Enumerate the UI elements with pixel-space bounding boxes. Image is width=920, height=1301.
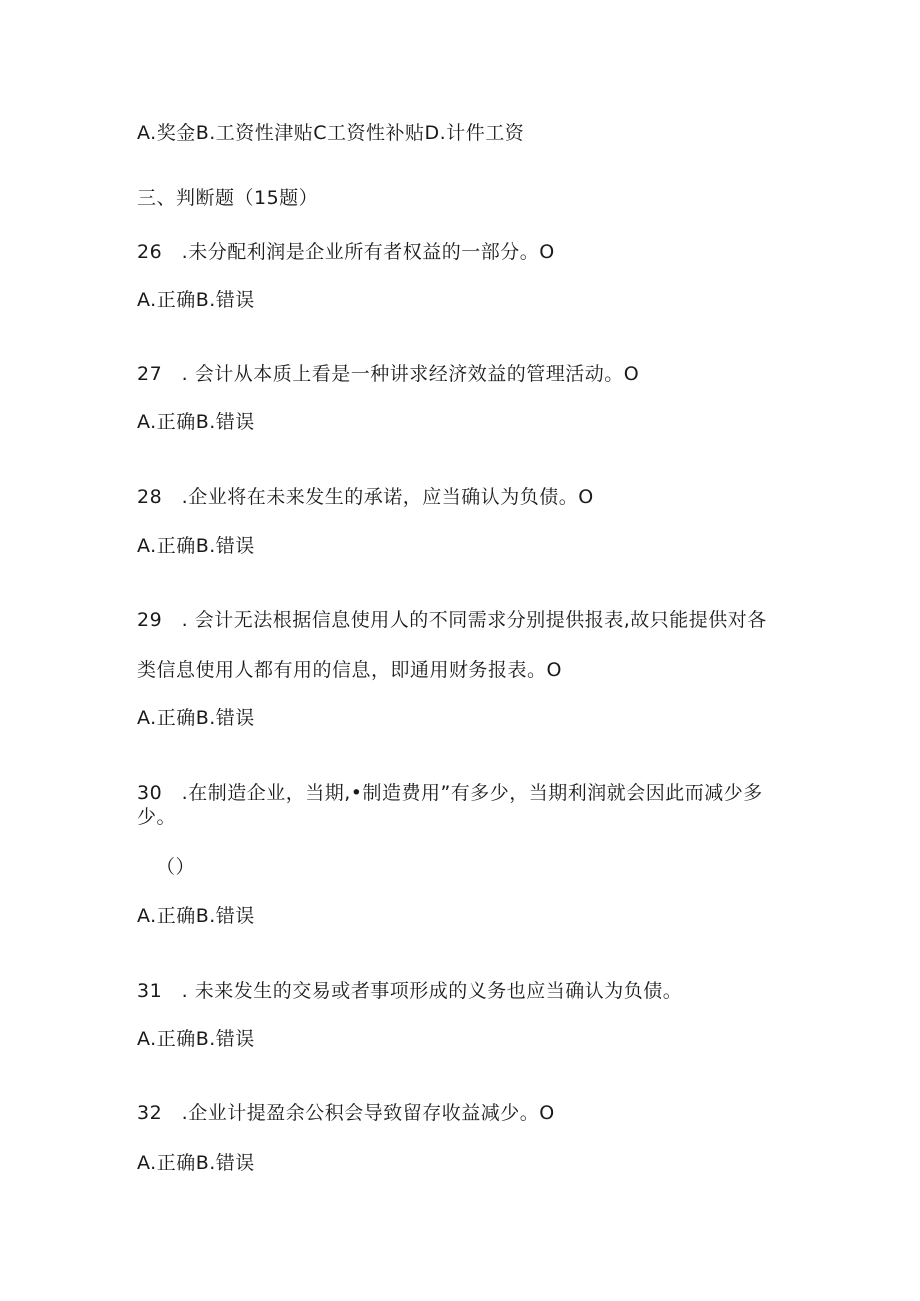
question-26: 26 .未分配利润是企业所有者权益的一部分。O [137,241,555,263]
question-29-line2: 类信息使用人都有用的信息，即通用财务报表。O [137,659,562,681]
q28-options: A.正确B.错误 [137,535,255,557]
q27-options: A.正确B.错误 [137,411,255,433]
q29-options: A.正确B.错误 [137,707,255,729]
q32-options: A.正确B.错误 [137,1152,255,1174]
q25-options: A.奖金B.工资性津贴C工资性补贴D.计件工资 [137,122,525,144]
question-27: 27 . 会计从本质上看是一种讲求经济效益的管理活动。O [137,363,640,385]
q30-options: A.正确B.错误 [137,905,255,927]
question-32: 32 .企业计提盈余公积会导致留存收益减少。O [137,1102,555,1124]
q31-options: A.正确B.错误 [137,1028,255,1050]
question-30: 30 .在制造企业，当期,•制造费用”有多少，当期利润就会因此而减少多少。 [137,782,763,828]
question-30-blank: （） [156,856,196,878]
section-heading-judgment: 三、判断题（15题） [137,187,319,209]
question-28: 28 .企业将在未来发生的承诺，应当确认为负债。O [137,486,594,508]
question-31: 31 . 未来发生的交易或者事项形成的义务也应当确认为负债。 [137,980,683,1002]
question-29-line1: 29 . 会计无法根据信息使用人的不同需求分别提供报表,故只能提供对各 [137,609,767,631]
q26-options: A.正确B.错误 [137,289,255,311]
